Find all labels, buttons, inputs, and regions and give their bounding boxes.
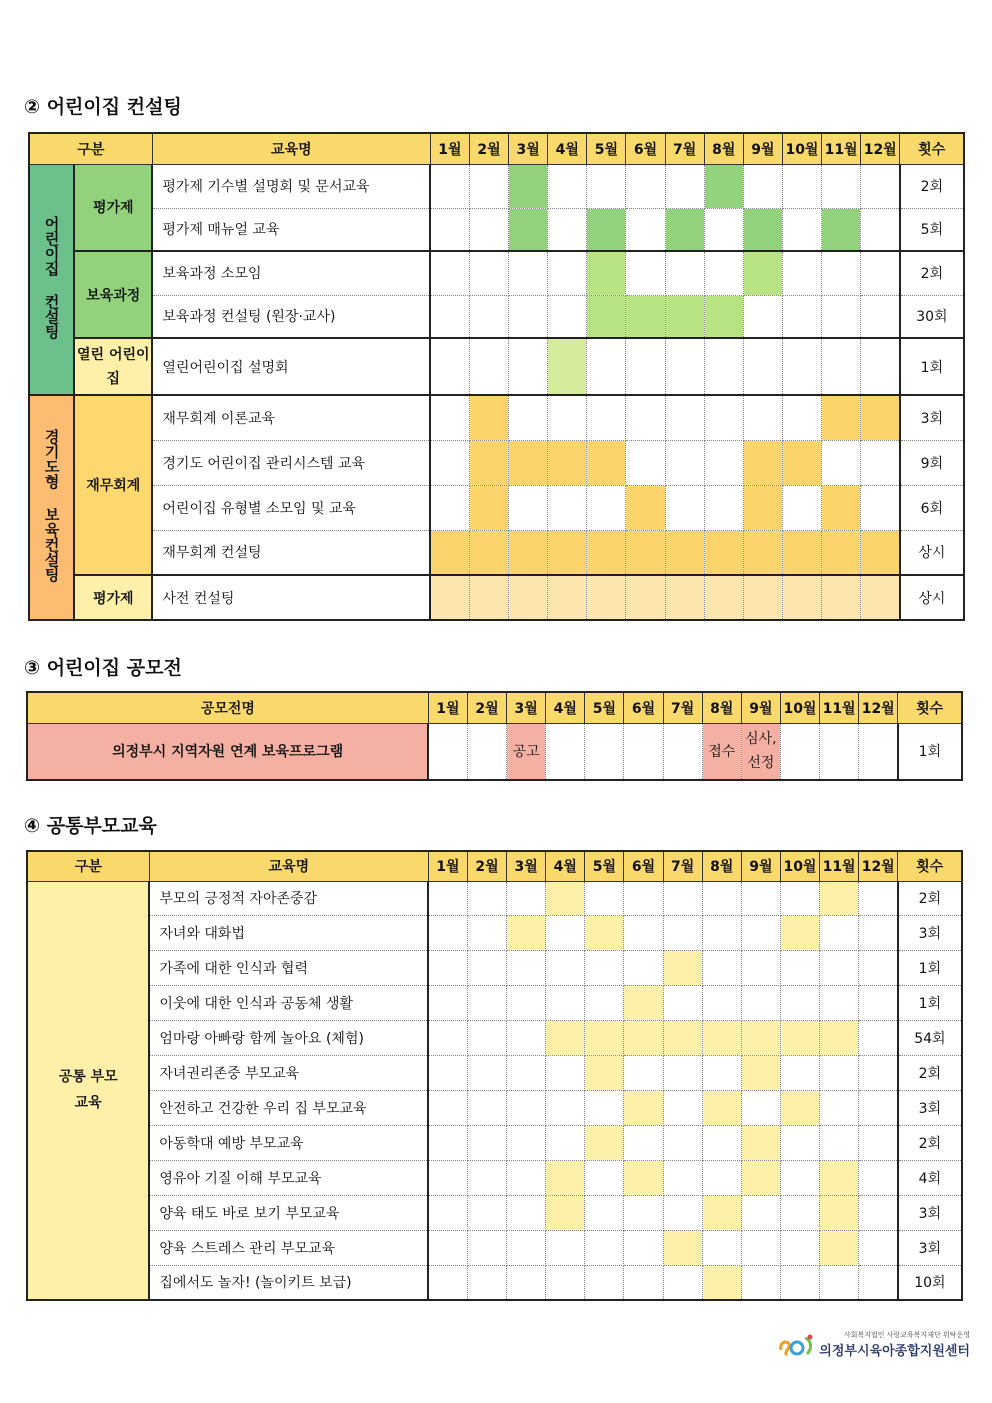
header-m10: 10월 — [780, 692, 819, 723]
header-m7: 7월 — [663, 692, 702, 723]
subcategory-cell: 평가제 — [74, 575, 152, 620]
header-m3: 3월 — [507, 692, 546, 723]
course-count: 6회 — [900, 485, 964, 530]
header-m12: 12월 — [861, 133, 900, 164]
header-m10: 10월 — [780, 851, 819, 881]
course-count: 4회 — [898, 1160, 962, 1195]
header-m5: 5월 — [585, 692, 624, 723]
header-m10: 10월 — [782, 133, 821, 164]
header-course: 교육명 — [149, 851, 428, 881]
course-name: 아동학대 예방 부모교육 — [149, 1125, 428, 1160]
course-name: 이웃에 대한 인식과 공동체 생활 — [149, 985, 428, 1020]
course-name: 어린이집 유형별 소모임 및 교육 — [152, 485, 430, 530]
course-name: 열린어린이집 설명회 — [152, 338, 430, 395]
course-count: 1회 — [900, 338, 964, 395]
table-row — [27, 915, 962, 950]
header-m4: 4월 — [548, 133, 587, 164]
header-count: 횟수 — [900, 133, 964, 164]
course-name: 자녀와 대화법 — [149, 915, 428, 950]
course-name: 가족에 대한 인식과 협력 — [149, 950, 428, 985]
header-m1: 1월 — [428, 851, 467, 881]
header-m8: 8월 — [702, 692, 741, 723]
course-count: 3회 — [898, 1230, 962, 1265]
header-m3: 3월 — [507, 851, 546, 881]
table-row — [29, 208, 964, 251]
category-label: 경기도형 보육컨설팅 — [42, 429, 61, 582]
section-title-parent-edu: ④ 공통부모교육 — [24, 815, 157, 837]
course-count: 3회 — [898, 1090, 962, 1125]
contest-review: 심사, 선정 — [741, 723, 780, 780]
header-count: 횟수 — [898, 692, 962, 723]
course-name: 평가제 매뉴얼 교육 — [152, 208, 430, 251]
header-m1: 1월 — [428, 692, 467, 723]
header-m7: 7월 — [665, 133, 704, 164]
table-row — [29, 485, 964, 530]
header-m6: 6월 — [624, 692, 663, 723]
course-name: 보육과정 소모임 — [152, 251, 430, 295]
header-m12: 12월 — [859, 692, 898, 723]
header-m8: 8월 — [702, 851, 741, 881]
contest-receive: 접수 — [702, 723, 741, 780]
subcategory-cell: 평가제 — [74, 164, 152, 251]
course-count: 3회 — [898, 1195, 962, 1230]
table-row — [29, 530, 964, 575]
center-logo-icon — [777, 1332, 815, 1358]
course-count: 상시 — [900, 575, 964, 620]
header-m11: 11월 — [822, 133, 861, 164]
header-m4: 4월 — [546, 851, 585, 881]
category-cell — [29, 395, 74, 620]
course-count: 10회 — [898, 1265, 962, 1300]
header-m2: 2월 — [467, 851, 506, 881]
course-count: 상시 — [900, 530, 964, 575]
table-row — [27, 1020, 962, 1055]
course-count: 54회 — [898, 1020, 962, 1055]
course-name: 경기도 어린이집 관리시스템 교육 — [152, 440, 430, 485]
table-row — [29, 395, 964, 440]
header-m6: 6월 — [626, 133, 665, 164]
header-m11: 11월 — [820, 692, 859, 723]
header-m2: 2월 — [467, 692, 506, 723]
header-m6: 6월 — [624, 851, 663, 881]
course-name: 안전하고 건강한 우리 집 부모교육 — [149, 1090, 428, 1125]
course-name: 양육 스트레스 관리 부모교육 — [149, 1230, 428, 1265]
table-row — [27, 1125, 962, 1160]
course-count: 5회 — [900, 208, 964, 251]
header-category: 구분 — [27, 851, 149, 881]
course-count: 1회 — [898, 950, 962, 985]
course-count: 3회 — [900, 395, 964, 440]
header-m7: 7월 — [663, 851, 702, 881]
course-count: 9회 — [900, 440, 964, 485]
table-row — [29, 575, 964, 620]
header-m5: 5월 — [587, 133, 626, 164]
contest-name: 의정부시 지역자원 연계 보육프로그램 — [27, 723, 428, 780]
footer-sub: 사회복지법인 사랑교육복지재단 위탁운영 — [843, 1331, 970, 1339]
section-title-contest: ③ 어린이집 공모전 — [24, 657, 182, 679]
course-name: 양육 태도 바로 보기 부모교육 — [149, 1195, 428, 1230]
course-name: 집에서도 놀자! (놀이키트 보급) — [149, 1265, 428, 1300]
subcategory-cell: 재무회계 — [74, 395, 152, 575]
header-m3: 3월 — [509, 133, 548, 164]
header-course: 교육명 — [152, 133, 430, 164]
header-m9: 9월 — [741, 851, 780, 881]
header-m1: 1월 — [430, 133, 469, 164]
header-m12: 12월 — [859, 851, 898, 881]
table-row — [29, 164, 964, 208]
table-row — [27, 1195, 962, 1230]
course-count: 30회 — [900, 295, 964, 338]
parent-edu-table — [26, 850, 963, 1301]
table-row — [27, 1160, 962, 1195]
course-name: 엄마랑 아빠랑 함께 놀아요 (체험) — [149, 1020, 428, 1055]
section-title-consulting: ② 어린이집 컨설팅 — [24, 96, 182, 118]
course-count: 2회 — [898, 1125, 962, 1160]
category-cell: 공통 부모교육 — [27, 881, 149, 1300]
table-row — [29, 295, 964, 338]
table-row — [27, 723, 962, 780]
header-m4: 4월 — [546, 692, 585, 723]
header-count: 횟수 — [898, 851, 962, 881]
header-m2: 2월 — [469, 133, 508, 164]
consulting-table — [28, 132, 965, 621]
table-row — [27, 1055, 962, 1090]
category-label: 어린이집 컨설팅 — [42, 215, 61, 339]
header-m11: 11월 — [820, 851, 859, 881]
contest-table — [26, 691, 963, 781]
header-category: 구분 — [29, 133, 152, 164]
course-count: 2회 — [898, 881, 962, 915]
table-row — [27, 950, 962, 985]
course-name: 보육과정 컨설팅 (원장·교사) — [152, 295, 430, 338]
header-m9: 9월 — [743, 133, 782, 164]
footer-brand — [819, 1330, 970, 1359]
course-count: 2회 — [900, 164, 964, 208]
table-row — [27, 985, 962, 1020]
table-row — [29, 338, 964, 395]
course-name: 재무회계 컨설팅 — [152, 530, 430, 575]
table-row — [27, 881, 962, 915]
subcategory-cell: 열린 어린이집 — [74, 338, 152, 395]
course-count: 3회 — [898, 915, 962, 950]
table-row — [27, 1090, 962, 1125]
footer-name: 의정부시육아종합지원센터 — [819, 1344, 970, 1359]
header-m5: 5월 — [585, 851, 624, 881]
contest-count: 1회 — [898, 723, 962, 780]
table-row — [27, 1230, 962, 1265]
course-count: 1회 — [898, 985, 962, 1020]
course-name: 영유아 기질 이해 부모교육 — [149, 1160, 428, 1195]
header-m9: 9월 — [741, 692, 780, 723]
table-row — [29, 440, 964, 485]
course-count: 2회 — [900, 251, 964, 295]
header-m8: 8월 — [704, 133, 743, 164]
course-count: 2회 — [898, 1055, 962, 1090]
course-name: 부모의 긍정적 자아존중감 — [149, 881, 428, 915]
course-name: 재무회계 이론교육 — [152, 395, 430, 440]
contest-announce: 공고 — [507, 723, 546, 780]
table-row — [29, 251, 964, 295]
header-contest-name: 공모전명 — [27, 692, 428, 723]
category-cell — [29, 164, 74, 395]
table-row — [27, 1265, 962, 1300]
course-name: 자녀권리존중 부모교육 — [149, 1055, 428, 1090]
subcategory-cell: 보육과정 — [74, 251, 152, 338]
course-name: 평가제 기수별 설명회 및 문서교육 — [152, 164, 430, 208]
course-name: 사전 컨설팅 — [152, 575, 430, 620]
